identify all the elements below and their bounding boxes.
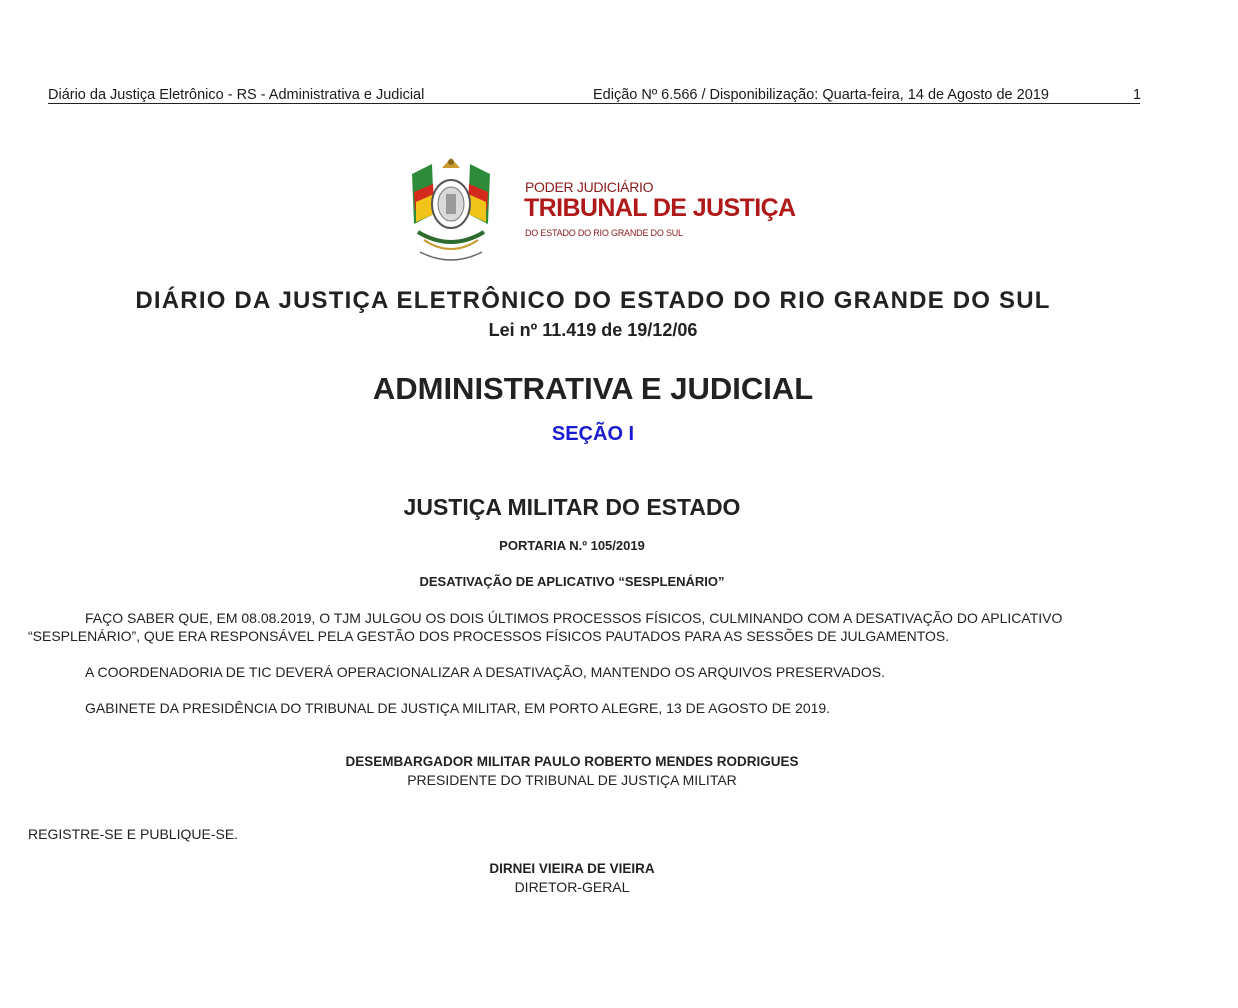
law-reference: Lei nº 11.419 de 19/12/06 <box>488 320 698 340</box>
act-subject: DESATIVAÇÃO DE APLICATIVO “SESPLENÁRIO” <box>419 574 725 589</box>
signer-1-role: PRESIDENTE DO TRIBUNAL DE JUSTIÇA MILITAR <box>407 772 737 788</box>
organ-heading: JUSTIÇA MILITAR DO ESTADO <box>403 494 741 520</box>
section-title: ADMINISTRATIVA E JUDICIAL <box>372 371 814 406</box>
registre-publique: REGISTRE-SE E PUBLIQUE-SE. <box>28 826 239 842</box>
header-page-number: 1 <box>1133 87 1142 103</box>
signer-2-role: DIRETOR-GERAL <box>514 879 630 895</box>
brand-poder-judiciario: PODER JUDICIÁRIO <box>525 179 654 195</box>
section-number: SEÇÃO I <box>551 423 635 445</box>
paragraph-3: GABINETE DA PRESIDÊNCIA DO TRIBUNAL DE JUSTIÇA MILITAR, EM PORTO ALEGRE, 13 DE AGOSTO DE 2019. <box>85 700 831 716</box>
journal-title: DIÁRIO DA JUSTIÇA ELETRÔNICO DO ESTADO DO RIO GRANDE DO SUL <box>135 287 1051 314</box>
portaria-number: PORTARIA N.º 105/2019 <box>499 538 645 553</box>
header-publication-name: Diário da Justiça Eletrônico - RS - Administrativa e Judicial <box>48 87 425 103</box>
signer-2-name: DIRNEI VIEIRA DE VIEIRA <box>489 861 655 876</box>
brand-tribunal-de-justica: TRIBUNAL DE JUSTIÇA <box>524 194 796 222</box>
paragraph-2: A COORDENADORIA DE TIC DEVERÁ OPERACIONALIZAR A DESATIVAÇÃO, MANTENDO OS ARQUIVOS PRESERVADOS. <box>85 664 885 680</box>
header-edition-info: Edição Nº 6.566 / Disponibilização: Quarta-feira, 14 de Agosto de 2019 <box>593 87 1049 103</box>
signer-1-name: DESEMBARGADOR MILITAR PAULO ROBERTO MENDES RODRIGUES <box>345 754 799 769</box>
paragraph-1-line-2: “SESPLENÁRIO”, QUE ERA RESPONSÁVEL PELA GESTÃO DOS PROCESSOS FÍSICOS PAUTADOS PARA AS SESSÕES DE JULGAMENTOS. <box>28 628 950 644</box>
brand-estado: DO ESTADO DO RIO GRANDE DO SUL <box>525 228 683 238</box>
paragraph-1-line-1: FAÇO SABER QUE, EM 08.08.2019, O TJM JULGOU OS DOIS ÚLTIMOS PROCESSOS FÍSICOS, CULMINANDO COM A DESATIVAÇÃO DO APLICATIVO <box>85 610 1063 626</box>
header-rule <box>48 103 1140 104</box>
coat-of-arms-icon <box>404 154 498 270</box>
